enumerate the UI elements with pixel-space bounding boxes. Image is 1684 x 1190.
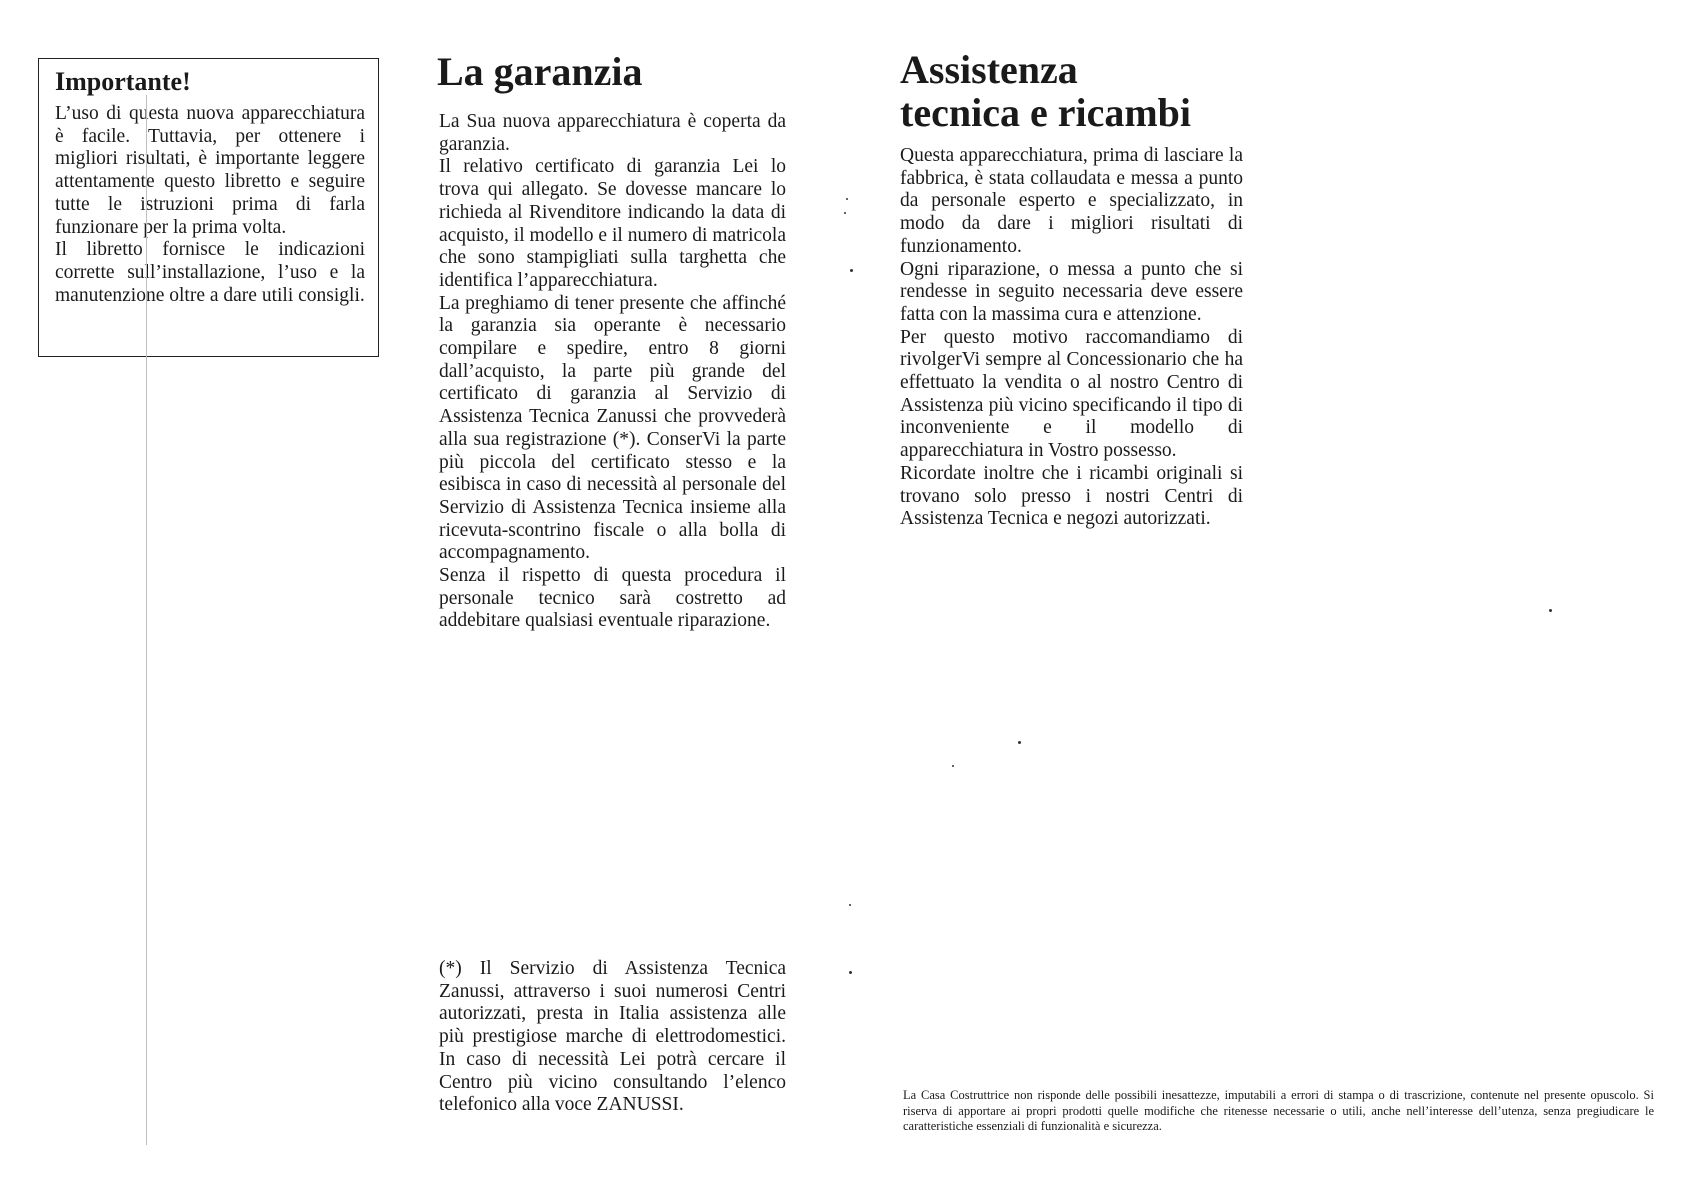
important-title: Importante!: [55, 67, 191, 96]
print-speck: [850, 269, 853, 272]
assistenza-paragraph: Ricordate inoltre che i ricambi originali si trovano solo presso i nostri Centri di Assistenza Tecnica e negozi autorizzati.: [900, 462, 1243, 530]
garanzia-paragraph: La Sua nuova apparecchiatura è coperta da garanzia.: [439, 111, 786, 155]
assistenza-paragraph: Per questo motivo raccomandiamo di rivolgerVi sempre al Concessionario che ha effettuato la vendita o al nostro Centro di Assistenza più vicino specificando il tipo di inconveniente e il modello di apparecchiatura in Vostro possesso.: [900, 326, 1243, 462]
print-speck: [846, 198, 848, 200]
fold-line: [146, 95, 147, 1145]
garanzia-paragraph: Il relativo certificato di garanzia Lei lo trova qui allegato. Se dovesse mancare lo richieda al Rivenditore indicando la data di acquisto, il modello e il numero di matricola che sono stampigliati sulla targhetta che identifica l’apparecchiatura.: [439, 156, 786, 291]
important-text: [55, 103, 365, 307]
important-paragraph: Il libretto fornisce le indicazioni corrette sull’installazione, l’uso e la manutenzione oltre a dare utili consigli.: [55, 239, 365, 306]
garanzia-paragraph: La preghiamo di tener presente che affinché la garanzia sia operante è necessario compilare e spedire, entro 8 giorni dall’acquisto, la parte più grande del certificato di garanzia al Servizio di Assistenza Tecnica Zanussi che provvederà alla sua registrazione (*). ConserVi la parte più piccola del certificato stesso e la esibisca in caso di necessità al personale del Servizio di Assistenza Tecnica insieme alla ricevuta-scontrino fiscale o alla bolla di accompagnamento.: [439, 292, 786, 564]
print-speck: [1549, 609, 1552, 612]
important-paragraph: L’uso di questa nuova apparecchiatura è facile. Tuttavia, per ottenere i migliori risultati, è importante leggere attentamente questo libretto e seguire tutte le istruzioni prima di farla funzionare per la prima volta.: [55, 103, 365, 238]
assistenza-heading-line1: Assistenza: [900, 47, 1078, 92]
disclaimer: La Casa Costruttrice non risponde delle possibili inesattezze, imputabili a errori di stampa o di trascrizione, contenute nel presente opuscolo. Si riserva di apportare ai propri prodotti quelle modifiche che ritenesse necessarie o utili, anche nell’interesse dell’utenza, senza pregiudicare le caratteristiche essenziali di funzionalità e sicurezza.: [903, 1088, 1654, 1133]
assistenza-paragraph: Questa apparecchiatura, prima di lasciare la fabbrica, è stata collaudata e messa a punto da personale esperto e specializzato, in modo da dare i migliori risultati di funzionamento.: [900, 145, 1243, 257]
print-speck: [849, 971, 852, 974]
print-speck: [844, 212, 846, 214]
assistenza-heading: [900, 48, 1191, 134]
assistenza-paragraph: Ogni riparazione, o messa a punto che si rendesse in seguito necessaria deve essere fatta con la massima cura e attenzione.: [900, 258, 1243, 325]
print-speck: [952, 765, 954, 767]
garanzia-footnote: [439, 958, 786, 1117]
garanzia-paragraph: Senza il rispetto di questa procedura il personale tecnico sarà costretto ad addebitare qualsiasi eventuale riparazione.: [439, 565, 786, 632]
footnote-paragraph: (*) Il Servizio di Assistenza Tecnica Zanussi, attraverso i suoi numerosi Centri autorizzati, presta in Italia assistenza alle più prestigiose marche di elettrodomestici. In caso di necessità Lei potrà cercare il Centro più vicino consultando l’elenco telefonico alla voce ZANUSSI.: [439, 958, 786, 1116]
print-speck: [849, 904, 851, 906]
garanzia-heading: La garanzia: [437, 49, 643, 94]
assistenza-text: [900, 145, 1243, 531]
print-speck: [1018, 741, 1021, 744]
garanzia-text: [439, 111, 786, 633]
assistenza-heading-line2: tecnica e ricambi: [900, 90, 1191, 135]
